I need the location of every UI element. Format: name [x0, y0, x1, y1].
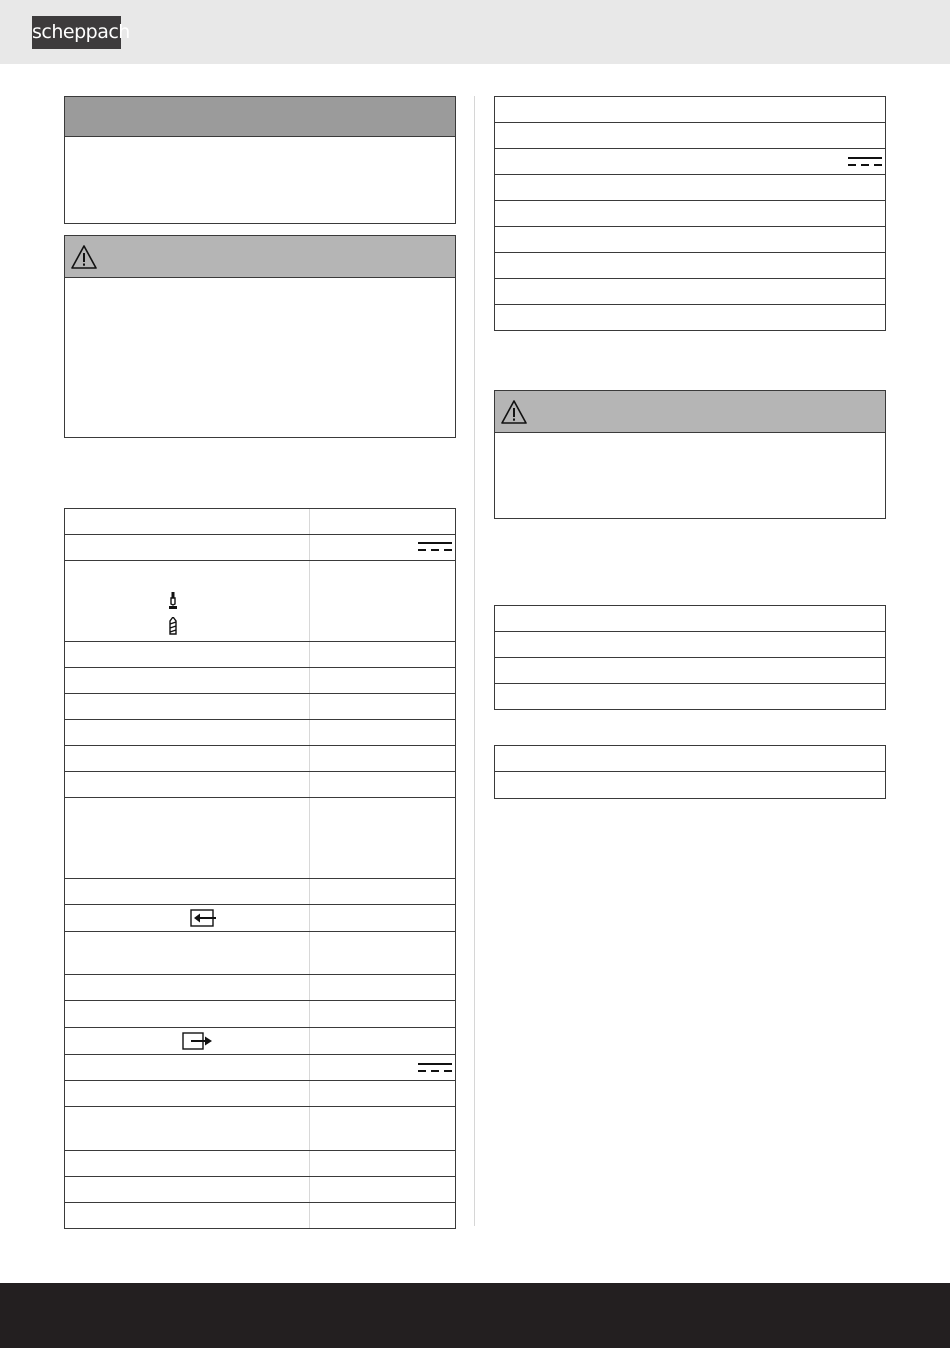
table-row	[495, 227, 885, 253]
warning-box-header	[65, 236, 455, 278]
table-row	[65, 1081, 455, 1107]
masonry-bit-icon	[168, 617, 178, 635]
table-row	[495, 684, 885, 710]
warning-box-header	[495, 391, 885, 433]
dc-current-icon	[848, 157, 882, 167]
dc-current-icon	[418, 1063, 452, 1073]
table-row	[65, 932, 455, 975]
table-row	[495, 175, 885, 201]
dc-current-icon	[418, 542, 452, 552]
table-row	[65, 720, 455, 746]
table-row	[65, 905, 455, 932]
table-row	[65, 694, 455, 720]
table-row	[65, 772, 455, 798]
table-row	[65, 1055, 455, 1081]
table-row	[65, 1001, 455, 1028]
charge-input-icon	[190, 909, 218, 927]
column-divider	[474, 96, 475, 1226]
table-row	[65, 1177, 455, 1203]
table-row	[65, 561, 455, 642]
table-row	[65, 509, 455, 535]
warning-box	[494, 390, 886, 519]
table-row	[65, 975, 455, 1001]
spec-table	[494, 96, 886, 331]
table-row	[495, 97, 885, 123]
table-row	[65, 746, 455, 772]
table-row	[65, 798, 455, 879]
table-row	[495, 123, 885, 149]
table-row	[65, 668, 455, 694]
table-row	[495, 253, 885, 279]
table-row	[495, 201, 885, 227]
drill-bit-icon	[168, 592, 178, 610]
charge-output-icon	[182, 1032, 214, 1050]
table-row	[65, 1203, 455, 1229]
table-row	[65, 642, 455, 668]
table-row	[495, 606, 885, 632]
table-row	[65, 1151, 455, 1177]
table-row	[495, 632, 885, 658]
table-row	[495, 746, 885, 772]
warning-box	[64, 235, 456, 438]
table-row	[495, 658, 885, 684]
note-box-header	[65, 97, 455, 137]
page-footer	[0, 1283, 950, 1348]
table-row	[65, 535, 455, 561]
warning-triangle-icon	[70, 244, 98, 270]
table-row	[65, 879, 455, 905]
table-row	[495, 772, 885, 799]
brand-logo: scheppach	[32, 16, 121, 49]
table-row	[65, 1028, 455, 1055]
table-row	[65, 1107, 455, 1151]
table-row	[495, 305, 885, 331]
table-row	[495, 149, 885, 175]
note-box	[64, 96, 456, 224]
warning-triangle-icon	[500, 399, 528, 425]
table-row	[495, 279, 885, 305]
info-table-b	[494, 745, 886, 799]
page-header	[0, 0, 950, 64]
info-table-a	[494, 605, 886, 710]
technical-data-table	[64, 508, 456, 1229]
